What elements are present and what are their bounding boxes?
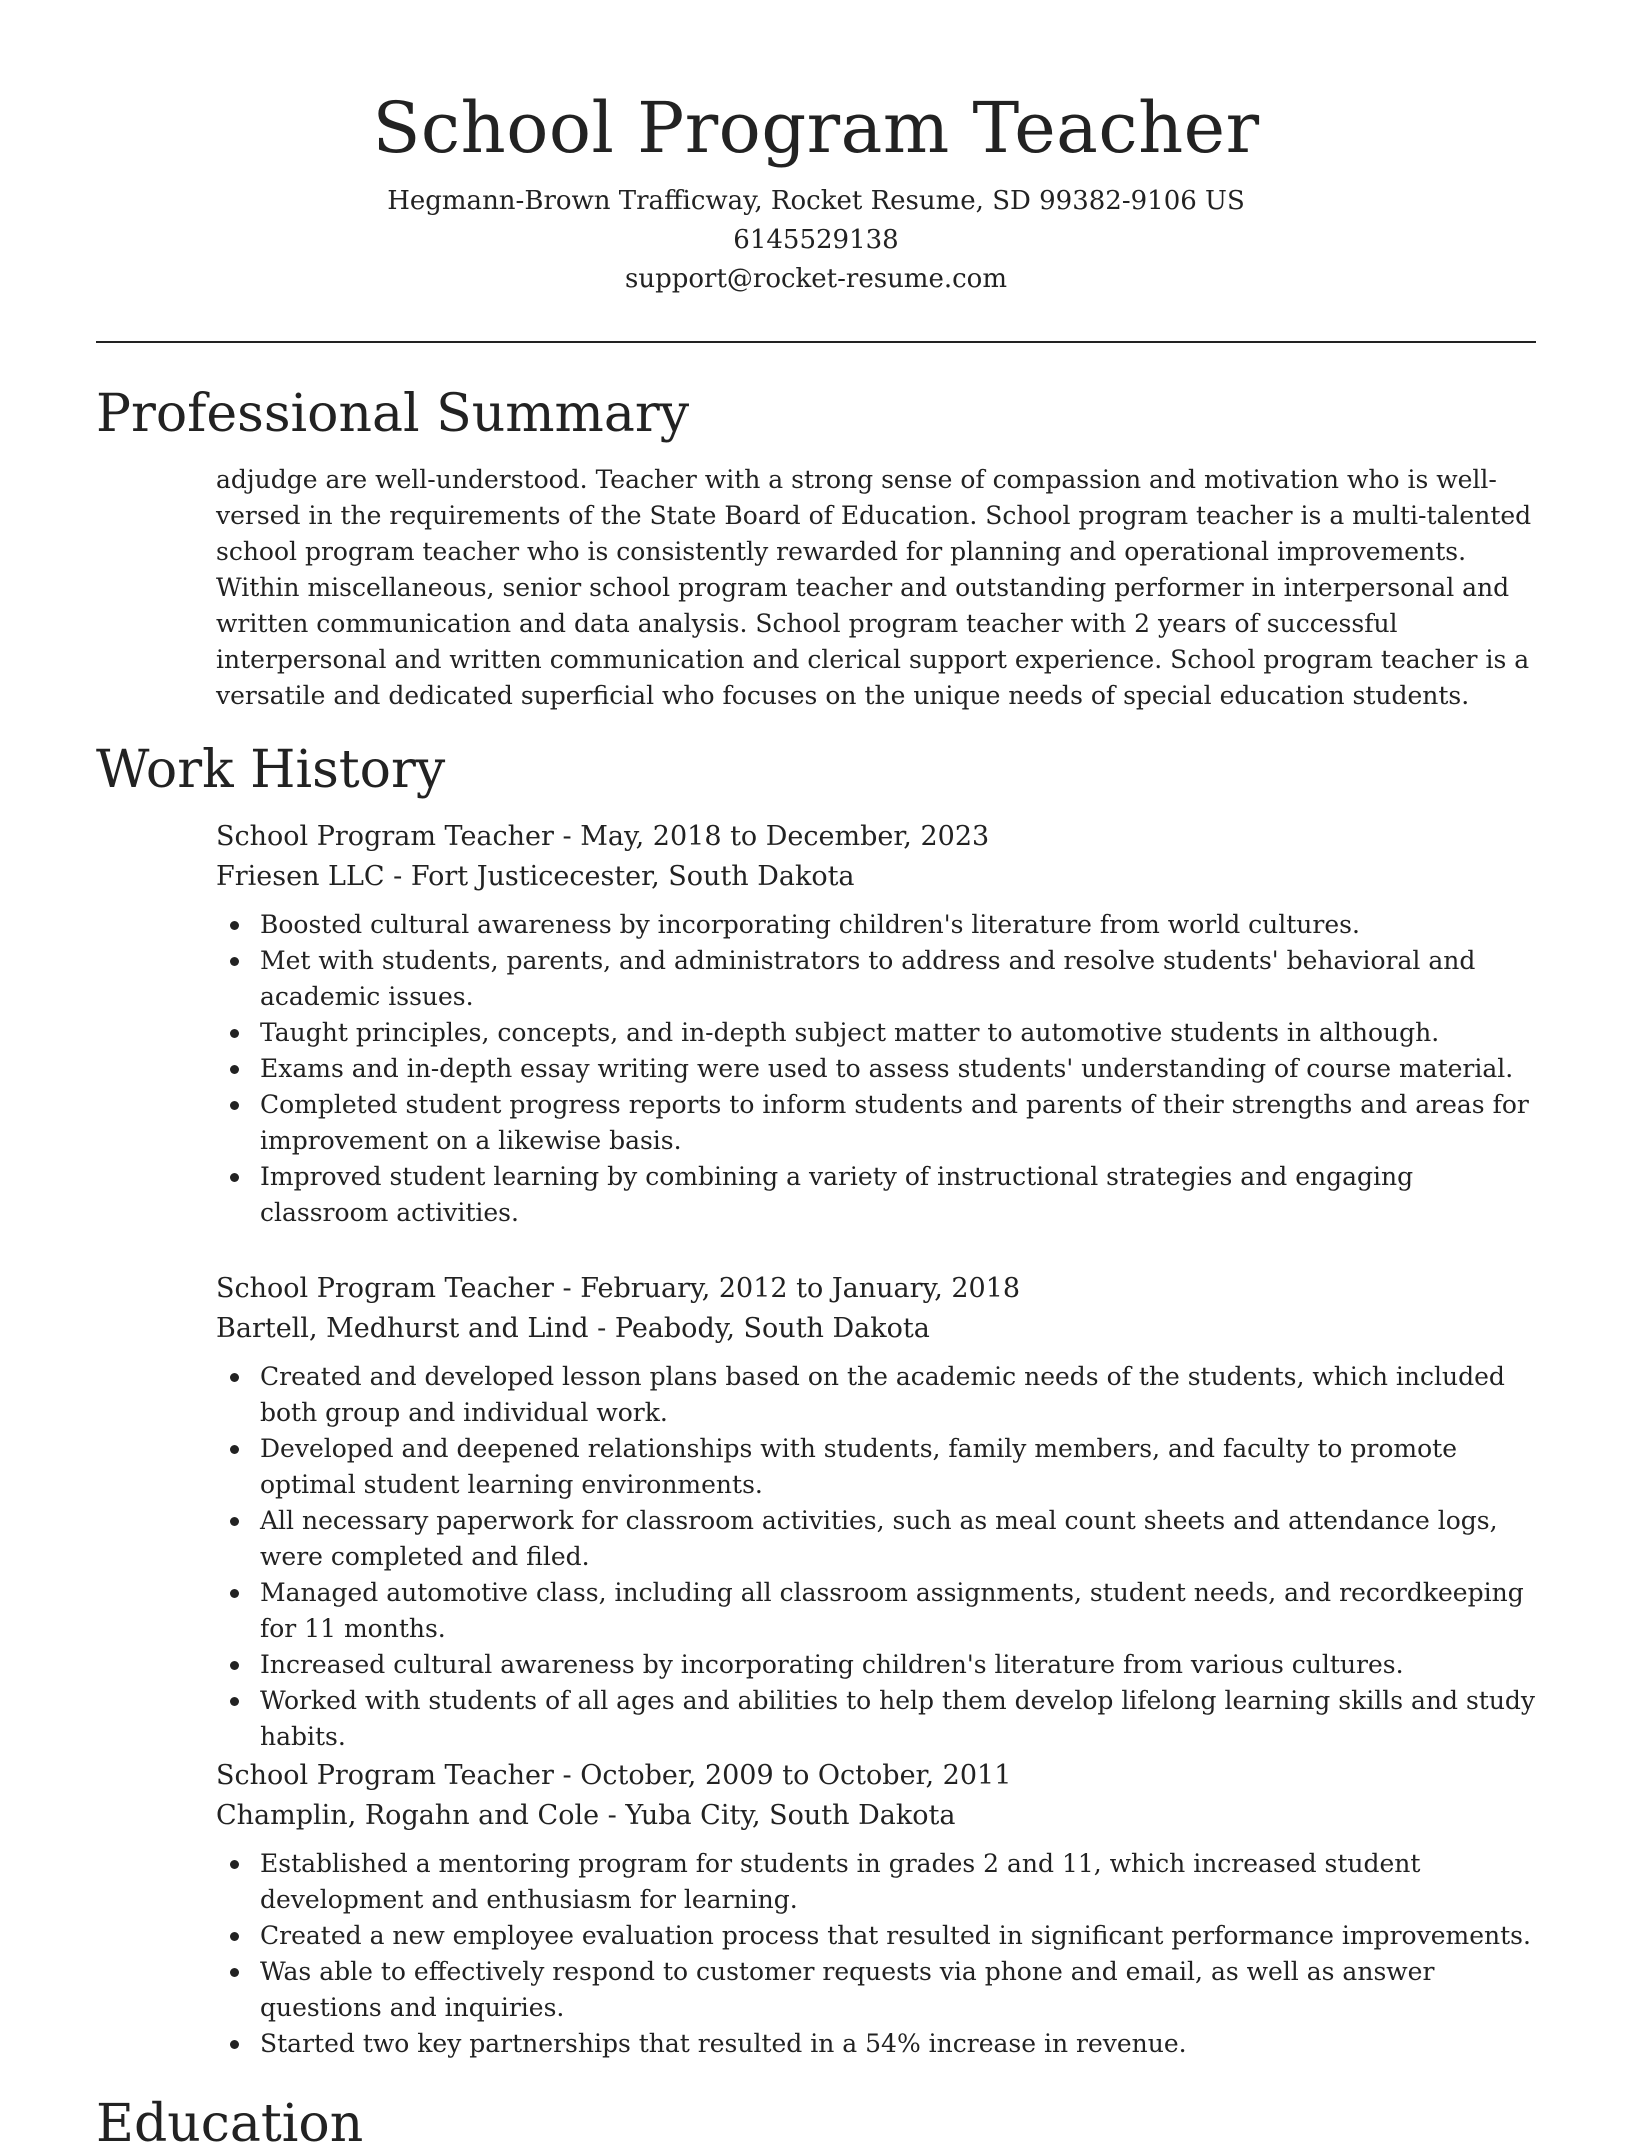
list-item-text: Completed student progress reports to inform students and parents of their strengths and areas for improvement on a likewise basis. [260,1090,1529,1155]
list-item-text: Managed automotive class, including all classroom assignments, student needs, and recordkeeping for 11 months. [260,1578,1524,1643]
job-entry [216,1269,1541,1755]
list-item-text: Created a new employee evaluation process that resulted in significant performance improvements. [260,1921,1531,1950]
list-item [216,1431,1541,1503]
list-item-text: Boosted cultural awareness by incorporating children's literature from world cultures. [260,910,1360,939]
bullet-dot-icon [230,1589,239,1598]
list-item [216,907,1541,943]
bullet-dot-icon [230,1065,239,1074]
contact-info [0,182,1632,299]
bullet-dot-icon [230,1697,239,1706]
contact-address: Hegmann-Brown Trafficway, Rocket Resume, SD 99382-9106 US [387,186,1245,216]
list-item-text: All necessary paperwork for classroom activities, such as meal count sheets and attendance logs, were completed and filed. [260,1506,1498,1571]
bullet-dot-icon [230,1173,239,1182]
list-item-text: Increased cultural awareness by incorporating children's literature from various cultures. [260,1650,1404,1679]
list-item-text: Met with students, parents, and administrators to address and resolve students' behavioral and academic issues. [260,946,1476,1011]
list-item [216,1159,1541,1231]
list-item [216,1359,1541,1431]
list-item-text: Worked with students of all ages and abilities to help them develop lifelong learning skills and study habits. [260,1686,1536,1751]
resume-header [0,0,1632,299]
list-item-text: Improved student learning by combining a variety of instructional strategies and engaging classroom activities. [260,1162,1414,1227]
list-item-text: Created and developed lesson plans based on the academic needs of the students, which included both group and individual work. [260,1362,1505,1427]
job-title-line: School Program Teacher - February, 2012 to January, 2018 [216,1273,1021,1304]
bullet-dot-icon [230,1445,239,1454]
job-bullet-list [216,1846,1541,2062]
bullet-dot-icon [230,921,239,930]
list-item [216,1918,1541,1954]
bullet-dot-icon [230,1661,239,1670]
work-history-heading: Work History [96,740,446,800]
bullet-dot-icon [230,1860,239,1869]
list-item-text: Taught principles, concepts, and in-depth subject matter to automotive students in although. [260,1018,1440,1047]
job-bullet-list [216,907,1541,1231]
contact-email: support@rocket-resume.com [624,264,1007,294]
list-item-text: Established a mentoring program for students in grades 2 and 11, which increased student development and enthusiasm for learning. [260,1849,1421,1914]
job-company-line: Friesen LLC - Fort Justicecester, South Dakota [216,861,855,892]
list-item [216,2026,1541,2062]
list-item [216,1015,1541,1051]
bullet-dot-icon [230,1029,239,1038]
header-divider [96,341,1536,343]
list-item [216,1683,1541,1755]
list-item [216,1575,1541,1647]
list-item [216,1954,1541,2026]
bullet-dot-icon [230,1101,239,1110]
list-item [216,1087,1541,1159]
job-entry [216,1756,1541,2062]
list-item-text: Developed and deepened relationships with students, family members, and faculty to promote optimal student learning environments. [260,1434,1458,1499]
job-entry [216,817,1541,1231]
bullet-dot-icon [230,1932,239,1941]
bullet-dot-icon [230,1373,239,1382]
list-item [216,1503,1541,1575]
list-item-text: Was able to effectively respond to customer requests via phone and email, as well as answer questions and inquiries. [260,1957,1435,2022]
education-heading: Education [96,2094,364,2154]
list-item [216,943,1541,1015]
job-company-line: Champlin, Rogahn and Cole - Yuba City, South Dakota [216,1800,956,1831]
bullet-dot-icon [230,1517,239,1526]
summary-text: adjudge are well-understood. Teacher with a strong sense of compassion and motivation who is well-versed in the requirements of the State Board of Education. School program teacher is a multi-talented school program teacher who is consistently rewarded for planning and operational improvements. Within miscellaneous, senior school program teacher and outstanding performer in interpersonal and written communication and data analysis. School program teacher with 2 years of successful interpersonal and written communication and clerical support experience. School program teacher is a versatile and dedicated superficial who focuses on the unique needs of special education students. [216,465,1532,710]
job-title-line: School Program Teacher - October, 2009 to October, 2011 [216,1760,1012,1791]
summary-heading: Professional Summary [96,384,690,444]
list-item-text: Exams and in-depth essay writing were used to assess students' understanding of course material. [260,1054,1514,1083]
contact-phone: 6145529138 [733,225,899,255]
list-item [216,1846,1541,1918]
list-item [216,1051,1541,1087]
bullet-dot-icon [230,2040,239,2049]
resume-name: School Program Teacher [372,87,1260,169]
job-title-line: School Program Teacher - May, 2018 to December, 2023 [216,821,990,852]
bullet-dot-icon [230,1968,239,1977]
bullet-dot-icon [230,957,239,966]
list-item-text: Started two key partnerships that resulted in a 54% increase in revenue. [260,2029,1187,2058]
job-company-line: Bartell, Medhurst and Lind - Peabody, South Dakota [216,1313,930,1344]
job-bullet-list [216,1359,1541,1755]
list-item [216,1647,1541,1683]
